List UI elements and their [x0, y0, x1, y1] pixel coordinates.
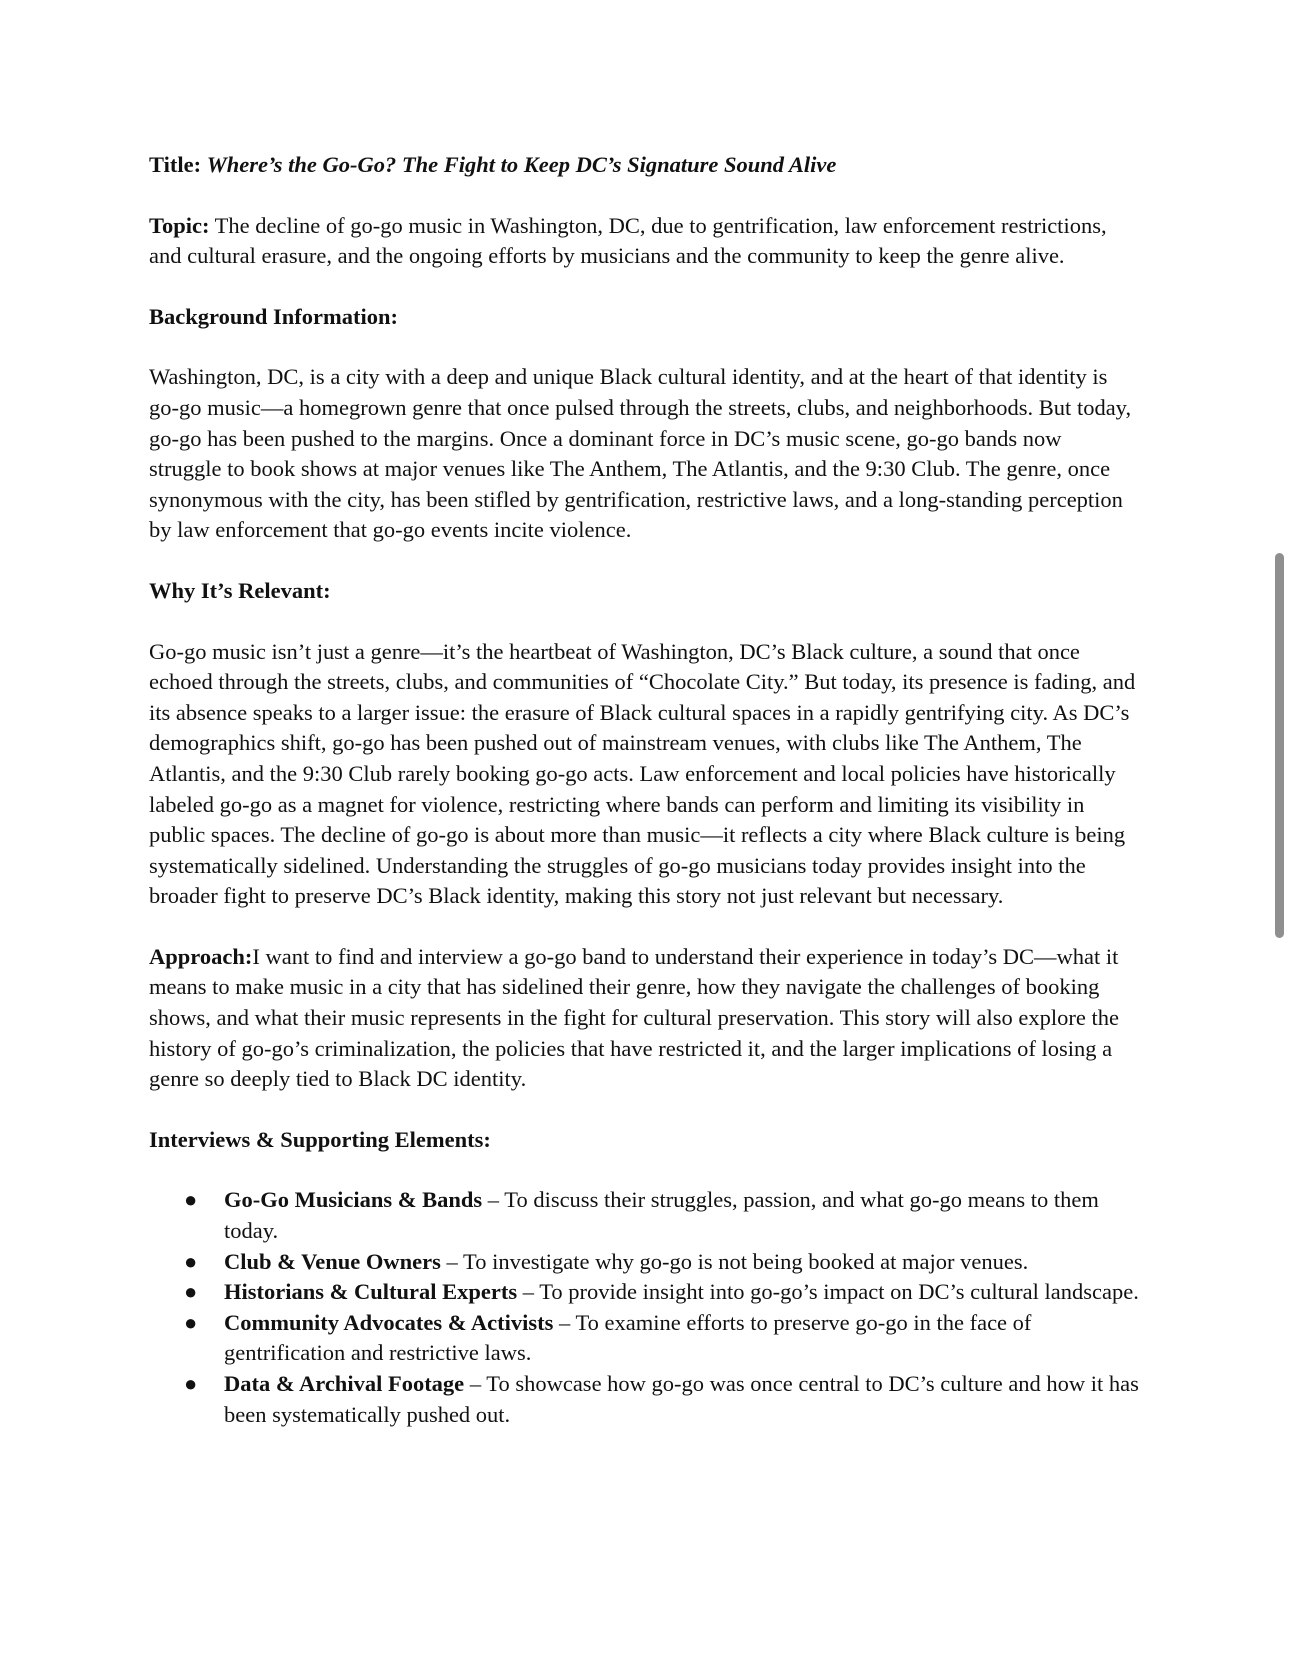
- list-item: [184, 1277, 1139, 1308]
- topic-label: Topic:: [149, 212, 210, 238]
- approach-text: I want to find and interview a go-go band to understand their experience in today’s DC—what it means to make music in a city that has sidelined their genre, how they navigate the challenges of booking shows, and what their music represents in the fight for cultural preservation. This story will also explore the history of go-go’s criminalization, the policies that have restricted it, and the larger implications of losing a genre so deeply tied to Black DC identity.: [149, 943, 1119, 1092]
- scrollbar-thumb[interactable]: [1275, 553, 1284, 938]
- background-paragraph: Washington, DC, is a city with a deep and unique Black cultural identity, and at the heart of that identity is go-go music—a homegrown genre that once pulsed through the streets, clubs, and neighborhoods. But today, go-go has been pushed to the margins. Once a dominant force in DC’s music scene, go-go bands now struggle to book shows at major venues like The Anthem, The Atlantis, and the 9:30 Club. The genre, once synonymous with the city, has been stifled by gentrification, restrictive laws, and a long-standing perception by law enforcement that go-go events incite violence.: [149, 364, 1132, 543]
- list-item: [184, 1247, 1139, 1278]
- list-item-text: – To discuss their struggles, passion, and what go-go means to them today.: [224, 1187, 1099, 1244]
- approach-paragraph: [149, 942, 1139, 1095]
- list-item-text: – To examine efforts to preserve go-go in the face of gentrification and restrictive laws.: [224, 1309, 1032, 1366]
- document-page: [149, 150, 1139, 1430]
- relevance-paragraph: Go-go music isn’t just a genre—it’s the heartbeat of Washington, DC’s Black culture, a sound that once echoed through the streets, clubs, and communities of “Chocolate City.” But today, its presence is fading, and its absence speaks to a larger issue: the erasure of Black cultural spaces in a rapidly gentrifying city. As DC’s demographics shift, go-go has been pushed out of mainstream venues, with clubs like The Anthem, The Atlantis, and the 9:30 Club rarely booking go-go acts. Law enforcement and local policies have historically labeled go-go as a magnet for violence, restricting where bands can perform and limiting its visibility in public spaces. The decline of go-go is about more than music—it reflects a city where Black culture is being systematically sidelined. Understanding the struggles of go-go musicians today provides insight into the broader fight to preserve DC’s Black identity, making this story not just relevant but necessary.: [149, 638, 1136, 909]
- topic-paragraph: [149, 211, 1139, 272]
- title-line: [149, 150, 1139, 181]
- list-item-text: – To provide insight into go-go’s impact on DC’s cultural landscape.: [517, 1279, 1139, 1305]
- list-item: [184, 1185, 1139, 1246]
- document-title: Where’s the Go-Go? The Fight to Keep DC’s Signature Sound Alive: [206, 152, 837, 177]
- list-item-label: Club & Venue Owners: [224, 1248, 441, 1274]
- bullet-icon: ●: [184, 1187, 198, 1213]
- interviews-heading: Interviews & Supporting Elements:: [149, 1126, 491, 1152]
- background-heading: Background Information:: [149, 303, 398, 329]
- list-item-label: Go-Go Musicians & Bands: [224, 1187, 483, 1213]
- approach-label: Approach:: [149, 943, 253, 969]
- list-item-label: Community Advocates & Activists: [224, 1309, 554, 1335]
- interviews-list: [149, 1185, 1139, 1430]
- relevance-heading: Why It’s Relevant:: [149, 577, 331, 603]
- list-item-text: – To showcase how go-go was once central to DC’s culture and how it has been systematically pushed out.: [224, 1371, 1139, 1427]
- list-item-label: Historians & Cultural Experts: [224, 1279, 518, 1305]
- bullet-icon: ●: [184, 1371, 198, 1396]
- bullet-icon: ●: [184, 1279, 198, 1305]
- list-item: [184, 1369, 1139, 1430]
- list-item-label: Data & Archival Footage: [224, 1371, 465, 1396]
- topic-text: The decline of go-go music in Washington, DC, due to gentrification, law enforcement restrictions, and cultural erasure, and the ongoing efforts by musicians and the community to keep the genre alive.: [149, 212, 1107, 269]
- list-item-text: – To investigate why go-go is not being booked at major venues.: [440, 1248, 1029, 1274]
- title-label: Title:: [149, 152, 202, 177]
- bullet-icon: ●: [184, 1248, 198, 1274]
- list-item: [184, 1308, 1139, 1369]
- bullet-icon: ●: [184, 1309, 198, 1335]
